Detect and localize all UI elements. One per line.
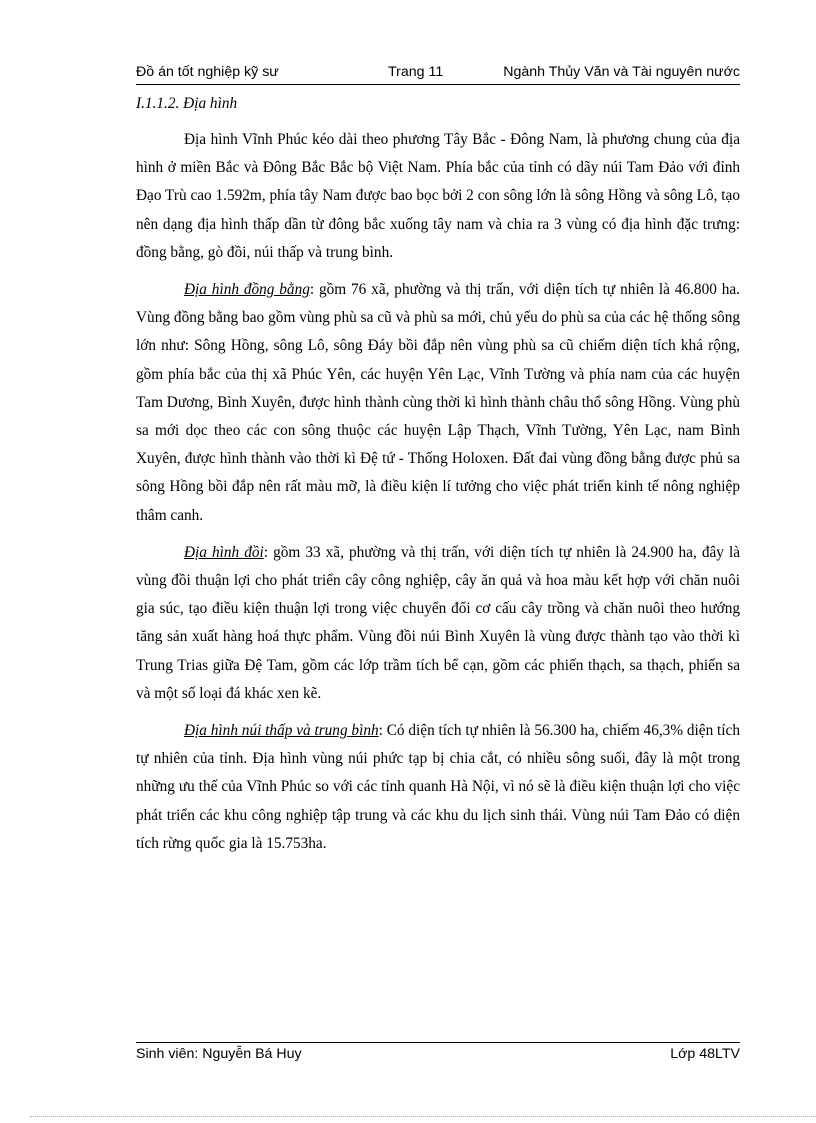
paragraph-intro: Địa hình Vĩnh Phúc kéo dài theo phương Tây Bắc - Đông Nam, là phương chung của địa hình ở miền Bắc và Đông Bắc Bắc bộ Việt Nam. Phía bắc của tỉnh có dãy núi Tam Đảo với đỉnh Đạo Trù cao 1.592m, phía tây Nam được bao bọc bởi 2 con sông lớn là sông Hồng và sông Lô, tạo nên dạng địa hình thấp dần từ đông bắc xuống tây nam và chia ra 3 vùng có địa hình đặc trưng: đồng bằng, gò đồi, núi thấp và trung bình. [136, 131, 740, 261]
paragraph-mountains-body: : Có diện tích tự nhiên là 56.300 ha, chiếm 46,3% diện tích tự nhiên của tỉnh. Địa hình vùng núi phức tạp bị chia cắt, có nhiều sông suối, đây là một trong những ưu thế của Vĩnh Phúc so với các tỉnh quanh Hà Nội, vì nó sẽ là điều kiện thuận lợi cho việc phát triển các khu công nghiệp tập trung và các khu du lịch sinh thái. Vùng núi Tam Đảo có diện tích rừng quốc gia là 15.753ha. [136, 722, 740, 852]
paragraph-mountains [136, 717, 740, 858]
page-header [136, 64, 740, 85]
page-body [136, 92, 740, 867]
paragraph-plains-body: : gồm 76 xã, phường và thị trấn, với diện tích tự nhiên là 46.800 ha. Vùng đồng bằng bao gồm vùng phù sa cũ và phù sa mới, chủ yếu do phù sa của các hệ thống sông lớn như: Sông Hồng, sông Lô, sông Đáy bồi đắp nên vùng phù sa cũ chiếm diện tích khá rộng, gồm phía bắc của thị xã Phúc Yên, các huyện Yên Lạc, Vĩnh Tường và phía nam của các huyện Tam Dương, Bình Xuyên, được hình thành cùng thời kì hình thành châu thổ sông Hồng. Vùng phù sa mới dọc theo các con sông thuộc các huyện Lập Thạch, Vĩnh Tường, Yên Lạc, nam Bình Xuyên, được hình thành vào thời kì Đệ tứ - Thống Holoxen. Đất đai vùng đồng bằng được phủ sa sông Hồng bồi đắp nên rất màu mỡ, là điều kiện lí tưởng cho việc phát triển kinh tế nông nghiệp thâm canh. [136, 281, 740, 524]
paragraph-hills-body: : gồm 33 xã, phường và thị trấn, với diện tích tự nhiên là 24.900 ha, đây là vùng đồi thuận lợi cho phát triển cây công nghiệp, cây ăn quả và hoa màu kết hợp với chăn nuôi gia súc, tạo điều kiện thuận lợi trong việc chuyển đổi cơ cấu cây trồng và chăn nuôi theo hướng tăng sản xuất hàng hoá thực phẩm. Vùng đồi núi Bình Xuyên là vùng được thành tạo vào thời kì Trung Trias giữa Đệ Tam, gồm các lớp trầm tích bể cạn, gồm các phiến thạch, sa thạch, phiến sa và một số loại đá khác xen kẽ. [136, 543, 740, 702]
header-page-number: Trang 11 [388, 64, 444, 80]
footer-class-code: Lớp 48LTV [670, 1046, 740, 1062]
paragraph-plains [136, 276, 740, 530]
term-mountains: Địa hình núi thấp và trung bình [184, 722, 379, 740]
term-plains: Địa hình đồng bằng [184, 281, 310, 299]
header-thesis-label: Đồ án tốt nghiệp kỹ sư [136, 64, 279, 80]
section-heading: I.1.1.2. Địa hình [136, 95, 238, 112]
page-footer [136, 1042, 740, 1065]
term-hills: Địa hình đồi [184, 543, 264, 561]
header-department: Ngành Thủy Văn và Tài nguyên nước [503, 64, 740, 80]
footer-student-name: Sinh viên: Nguyễn Bá Huy [136, 1046, 302, 1062]
paragraph-hills [136, 539, 740, 708]
page-bottom-divider [30, 1116, 816, 1117]
